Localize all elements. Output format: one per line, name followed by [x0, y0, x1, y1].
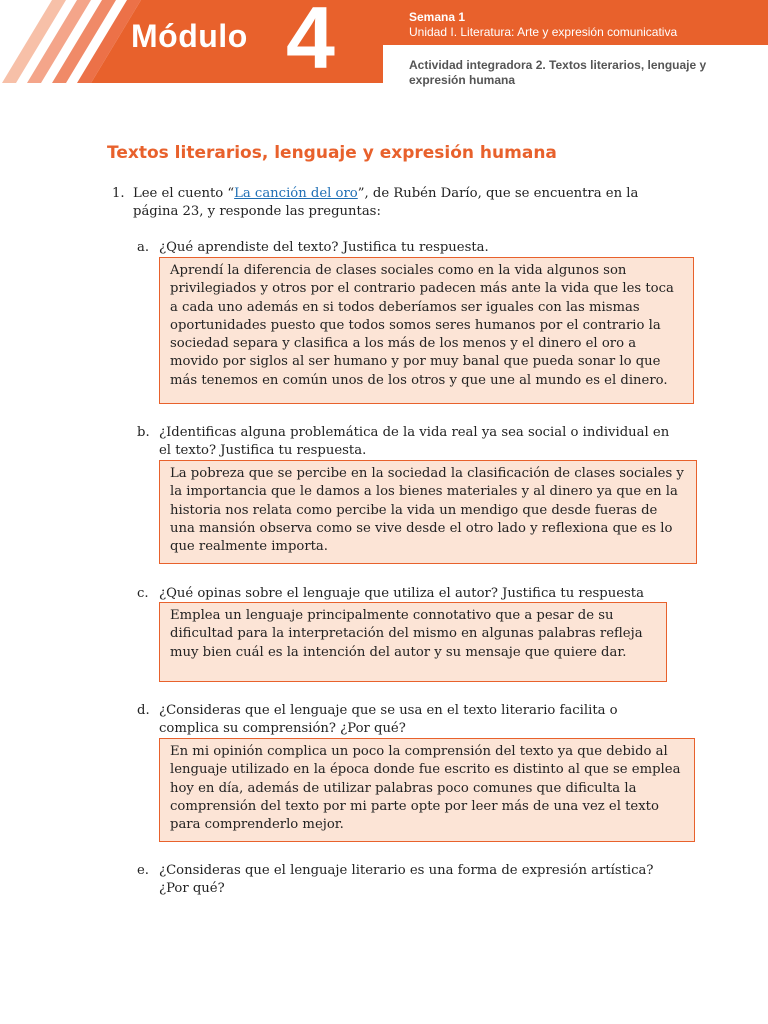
header-divider: [386, 5, 388, 40]
page-title: Textos literarios, lenguaje y expresión humana: [107, 143, 557, 163]
question-prefix: Lee el cuento “: [133, 186, 235, 201]
module-header: [0, 0, 768, 100]
subquestion-letter: d.: [137, 703, 150, 718]
story-link[interactable]: La canción del oro: [234, 186, 358, 201]
subquestion-letter: c.: [137, 586, 149, 601]
week-label: Semana 1: [409, 10, 466, 24]
question-1-text: [133, 185, 673, 221]
answer-box-c[interactable]: Emplea un lenguaje principalmente connotativo que a pesar de su dificultad para la interpretación del mismo en algunas palabras refleja muy bien cuál es la intención del autor y su mensaje que quiere dar.: [159, 602, 667, 682]
question-suffix: ”, de Rubén Darío, que se encuentra en la página 23, y responde las preguntas:: [133, 186, 639, 219]
subquestion-text: ¿Qué aprendiste del texto? Justifica tu respuesta.: [159, 240, 489, 255]
module-label: Módulo: [131, 18, 248, 54]
subquestion-text: ¿Consideras que el lenguaje que se usa en el texto literario facilita o complica su comprensión? ¿Por qué?: [159, 703, 618, 736]
subquestion-text: ¿Identificas alguna problemática de la vida real ya sea social o individual en el texto? Justifica tu respuesta.: [159, 425, 670, 458]
subquestion-text: ¿Consideras que el lenguaje literario es una forma de expresión artística? ¿Por qué?: [159, 863, 654, 896]
subquestion-letter: b.: [137, 425, 150, 440]
activity-title: Actividad integradora 2. Textos literarios, lenguaje y expresión humana: [409, 58, 707, 87]
subquestion-letter: a.: [137, 240, 150, 255]
question-number: 1.: [112, 186, 125, 201]
answer-box-a[interactable]: Aprendí la diferencia de clases sociales como en la vida algunos son privilegiados y otros por el contrario padecen más ante la vida que les toca a cada uno además en si todos deberíamos ser iguales con las mismas oportunidades puesto que todos somos seres humanos por el contrario la sociedad separa y clasifica a los más de los menos y el dinero el oro a movido por siglos al ser humano y por muy banal que pueda sonar lo que más tenemos en común unos de los otros y que une al mundo es el dinero.: [159, 257, 694, 404]
module-number: 4: [286, 0, 335, 87]
subquestion-text: ¿Qué opinas sobre el lenguaje que utiliza el autor? Justifica tu respuesta: [159, 586, 644, 601]
answer-box-b[interactable]: La pobreza que se percibe en la sociedad la clasificación de clases sociales y la importancia que le damos a los bienes materiales y al dinero ya que en la historia nos relata como percibe la vida un mendigo que desde fueras de una mansión observa como se vive desde el otro lado y reflexiona que es lo que realmente importa.: [159, 460, 697, 564]
unit-label: Unidad I. Literatura: Arte y expresión comunicativa: [409, 25, 678, 39]
subquestion-letter: e.: [137, 863, 149, 878]
answer-box-d[interactable]: En mi opinión complica un poco la comprensión del texto ya que debido al lenguaje utilizado en la época donde fue escrito es distinto al que se emplea hoy en día, además de utilizar palabras poco comunes que dificulta la comprensión del texto por mi parte opte por leer más de una vez el texto para comprenderlo mejor.: [159, 738, 695, 842]
